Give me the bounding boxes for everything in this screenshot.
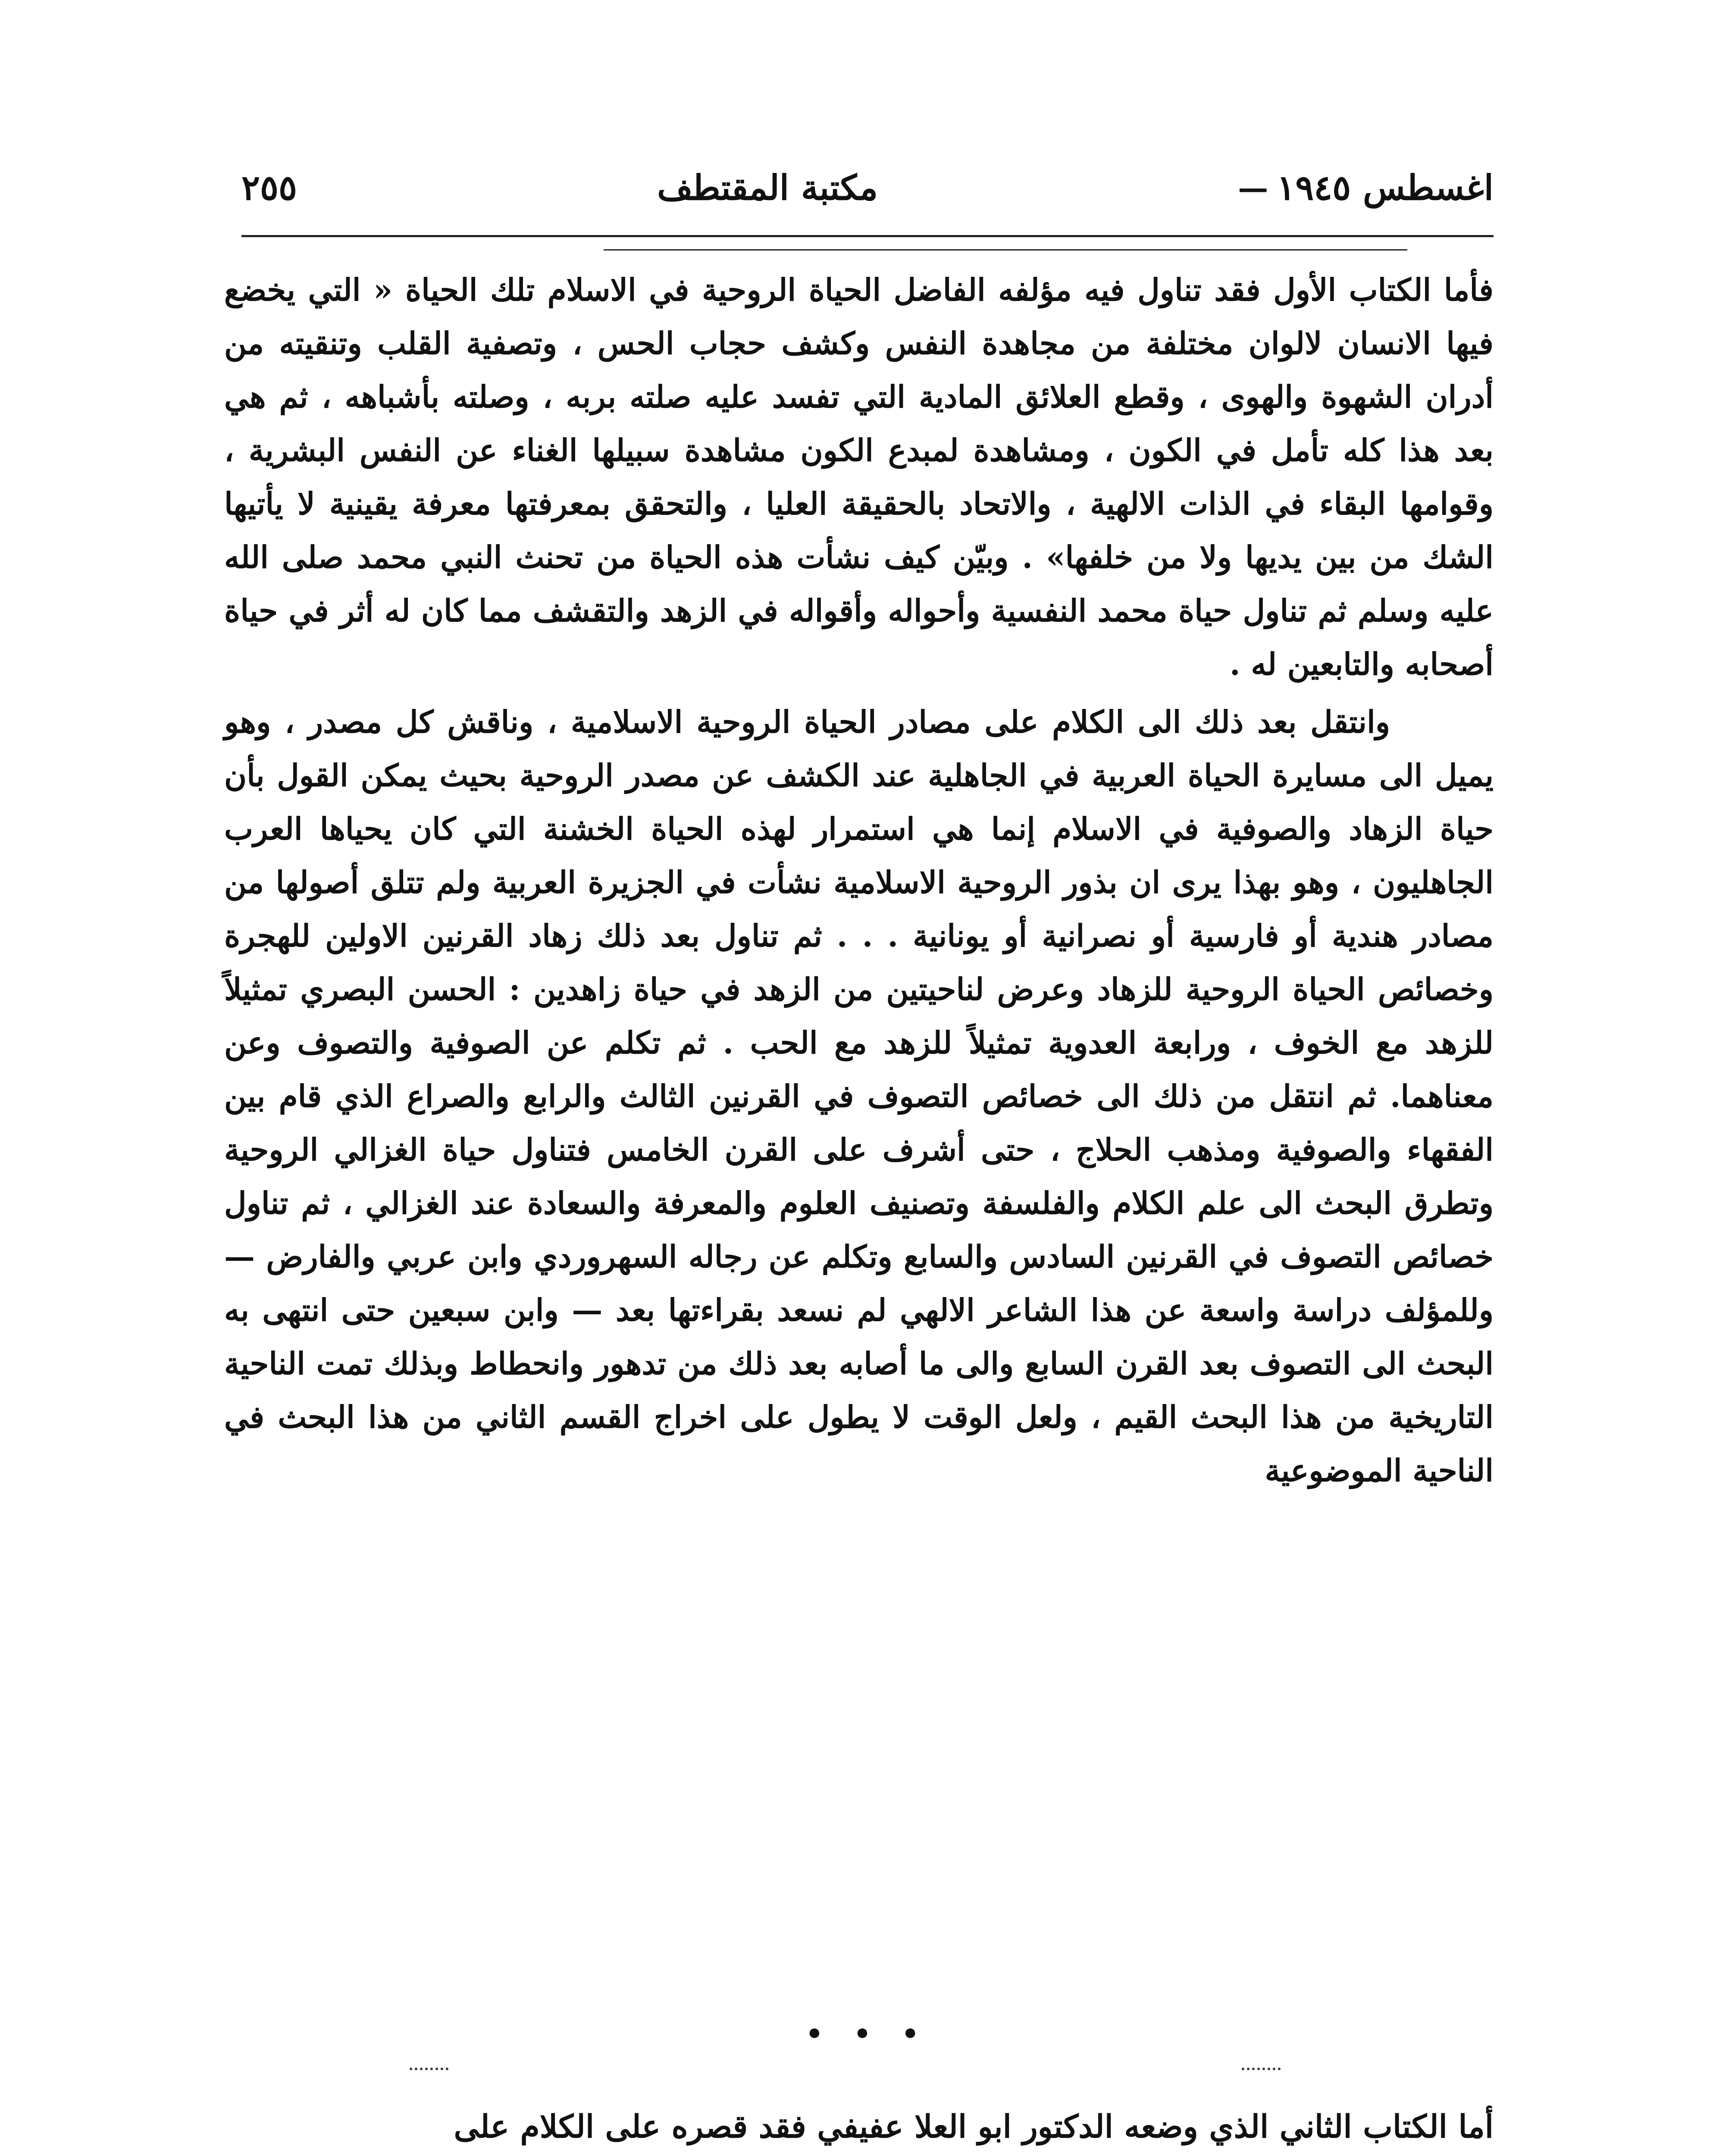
paragraph-2: وانتقل بعد ذلك الى الكلام على مصادر الحياة الروحية الاسلامية ، وناقش كل مصدر ، وهو يميل الى مسايرة الحياة العربية في الجاهلية عند الكشف عن مصدر الروحية بحيث يمكن القول بأن حياة الزهاد والصوفية في الاسلام إنما هي استمرار لهذه الحياة الخشنة التي كان يحياها العرب الجاهليون ، وهو بهذا يرى ان بذور الروحية الاسلامية نشأت في الجزيرة العربية ولم تتلق أصولها من مصادر هندية أو فارسية أو نصرانية أو يونانية . . . ثم تناول بعد ذلك زهاد القرنين الاولين للهجرة وخصائص الحياة الروحية للزهاد وعرض لناحيتين من الزهد في حياة زاهدين : الحسن البصري تمثيلاً للزهد مع الخوف ، ورابعة العدوية تمثيلاً للزهد مع الحب . ثم تكلم عن الصوفية والتصوف وعن معناهما. ثم انتقل من ذلك الى خصائص التصوف في القرنين الثالث والرابع والصراع الذي قام بين الفقهاء والصوفية ومذهب الحلاج ، حتى أشرف على القرن الخامس فتناول حياة الغزالي الروحية وتطرق البحث الى علم الكلام والفلسفة وتصنيف العلوم والمعرفة والسعادة عند الغزالي ، ثم تناول خصائص التصوف في القرنين السادس والسابع وتكلم عن رجاله السهروردي وابن عربي والفارض — وللمؤلف دراسة واسعة عن هذا الشاعر الالهي لم نسعد بقراءتها بعد — وابن سبعين حتى انتهى به البحث الى التصوف بعد القرن السابع والى ما أصابه بعد ذلك من تدهور وانحطاط وبذلك تمت الناحية التاريخية من هذا البحث القيم ، ولعل الوقت لا يطول على اخراج القسم الثاني من هذا البحث في الناحية الموضوعية [224, 704, 1494, 1489]
issue-date: اغسطس ١٩٤٥ [1277, 167, 1494, 208]
paragraph-1: فأما الكتاب الأول فقد تناول فيه مؤلفه الفاضل الحياة الروحية في الاسلام تلك الحياة « التي يخضع فيها الانسان لالوان مختلفة من مجاهدة النفس وكشف حجاب الحس ، وتصفية القلب وتنقيته من أدران الشهوة والهوى ، وقطع العلائق المادية التي تفسد عليه صلته بربه ، وصلته بأشباهه ، ثم هي بعد هذا كله تأمل في الكون ، ومشاهدة لمبدع الكون مشاهدة سبيلها الغناء عن النفس البشرية ، وقوامها البقاء في الذات الالهية ، والاتحاد بالحقيقة العليا ، والتحقق بمعرفتها معرفة يقينية لا يأتيها الشك من بين يديها ولا من خلفها» . وبيّن كيف نشأت هذه الحياة من تحنث النبي محمد صلى الله عليه وسلم ثم تناول حياة محمد النفسية وأحواله وأقواله في الزهد والتقشف مما كان له أثر في حياة أصحابه والتابعين له . [224, 272, 1494, 682]
article-body [224, 263, 1494, 1497]
header-rule-secondary [604, 249, 1407, 251]
section-title: مكتبة المقتطف [657, 167, 878, 208]
header-rule [241, 235, 1494, 237]
running-header [241, 153, 1494, 222]
header-dash: — [1238, 169, 1268, 206]
paragraph-3: أما الكتاب الثاني الذي وضعه الدكتور ابو العلا عفيفي فقد قصره على الكلام على [454, 2108, 1494, 2145]
dotted-mark-left [410, 2068, 448, 2070]
section-separator: • • • [805, 2018, 930, 2050]
page-number: ٢٥٥ [241, 167, 297, 208]
issue-date-group [1238, 167, 1494, 208]
dotted-mark-right [1242, 2068, 1281, 2070]
